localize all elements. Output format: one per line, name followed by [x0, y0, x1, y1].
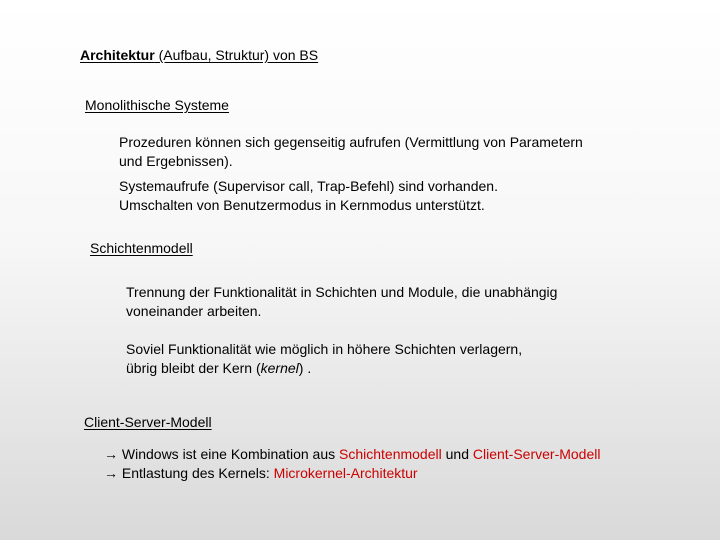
layered-p2-line2	[126, 359, 522, 378]
layered-p1-line2: voneinander arbeiten.	[126, 303, 262, 319]
clientserver-line1-mid: und	[441, 446, 473, 462]
heading-clientserver: Client-Server-Modell	[84, 414, 212, 430]
title-bold: Architektur	[80, 47, 155, 63]
monolithic-p2-line2: Umschalten von Benutzermodus in Kernmodus unterstützt.	[119, 197, 485, 213]
monolithic-p1-line1: Prozeduren können sich gegenseitig aufrufen (Vermittlung von Parametern	[119, 134, 583, 150]
slide-title	[80, 47, 318, 63]
clientserver-line1	[104, 445, 600, 464]
clientserver-line1-prefix: → Windows ist eine Kombination aus	[104, 446, 339, 462]
clientserver-line2-prefix: → Entlastung des Kernels:	[104, 465, 274, 481]
title-rest: (Aufbau, Struktur) von BS	[154, 47, 319, 63]
monolithic-paragraph-2	[119, 177, 498, 215]
term-client-server-modell: Client-Server-Modell	[472, 446, 601, 462]
monolithic-p2-line1: Systemaufrufe (Supervisor call, Trap-Befehl) sind vorhanden.	[119, 178, 498, 194]
layered-paragraph-1	[126, 283, 557, 321]
term-microkernel: Microkernel-Architektur	[273, 465, 418, 481]
heading-layered: Schichtenmodell	[90, 240, 193, 256]
clientserver-line2	[104, 464, 600, 483]
kernel-term: kernel	[260, 360, 299, 376]
term-schichtenmodell: Schichtenmodell	[339, 446, 442, 462]
monolithic-p1-line2: und Ergebnissen).	[119, 153, 233, 169]
layered-p2-line2-prefix: übrig bleibt der Kern (	[126, 360, 261, 376]
clientserver-lines	[104, 445, 600, 483]
monolithic-paragraph-1	[119, 133, 583, 171]
layered-p2-line2-suffix: ) .	[298, 360, 312, 376]
layered-p1-line1: Trennung der Funktionalität in Schichten und Module, die unabhängig	[126, 284, 558, 300]
layered-p2-line1: Soviel Funktionalität wie möglich in höhere Schichten verlagern,	[126, 341, 523, 357]
heading-monolithic: Monolithische Systeme	[85, 97, 229, 113]
layered-paragraph-2	[126, 340, 522, 378]
